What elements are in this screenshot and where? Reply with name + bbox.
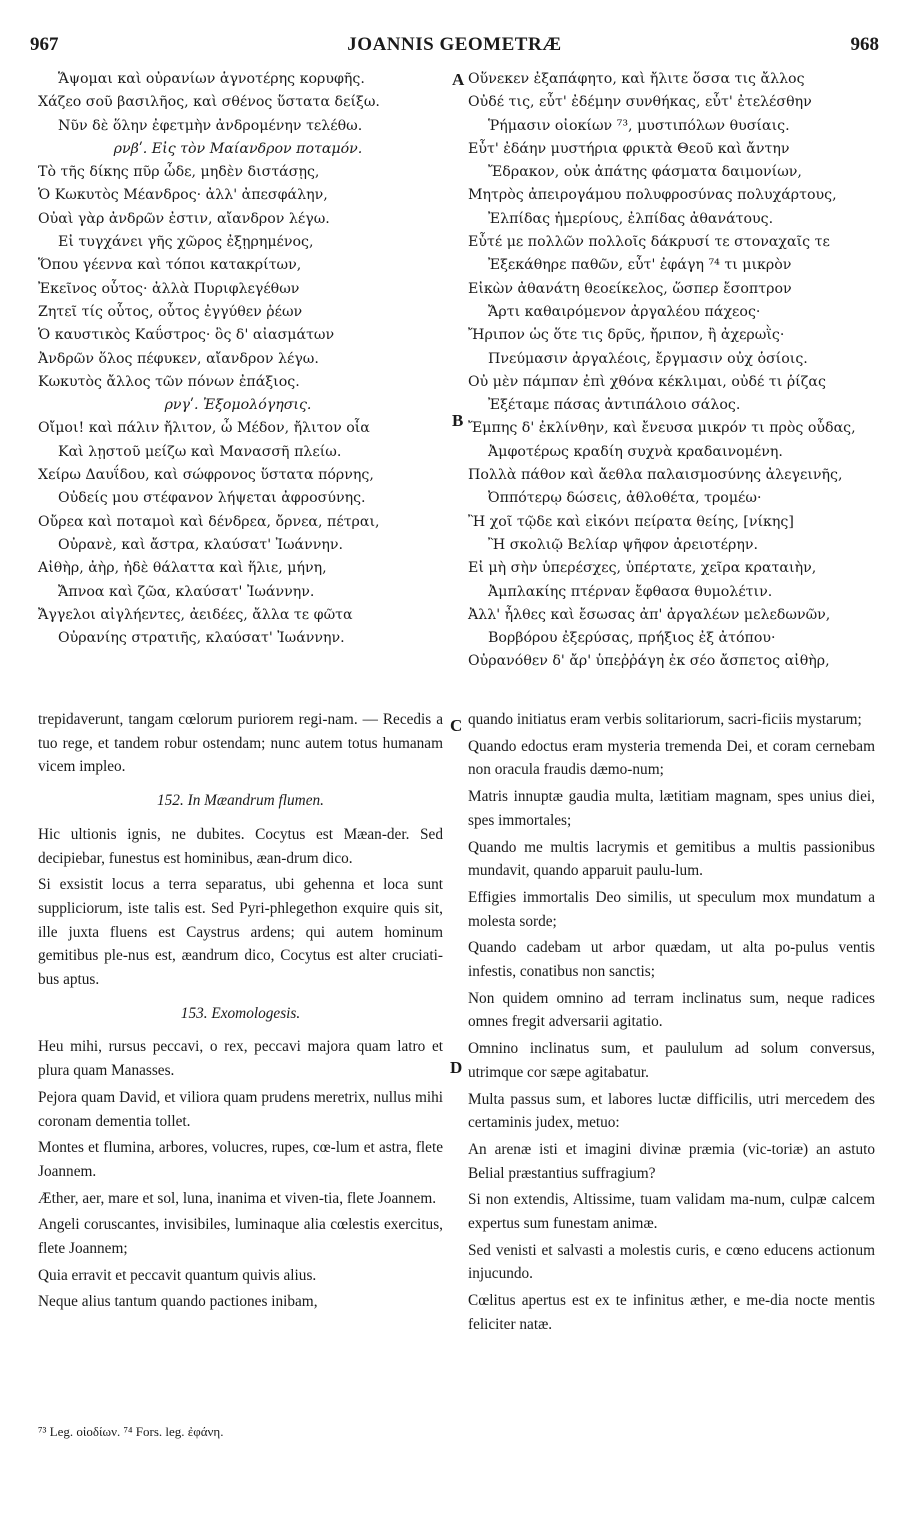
greek-verse-line: Ἐξεκάθηρε παθῶν, εὖτ' ἐφάγη ⁷⁴ τι μικρὸν: [488, 257, 792, 274]
latin-paragraph: Neque alius tantum quando pactiones inibam,: [38, 1293, 318, 1311]
greek-verse-line: Ὀππότερῳ δώσεις, ἀθλοθέτα, τρομέω·: [488, 490, 762, 507]
latin-paragraph: Hic ultionis ignis, ne dubites. Cocytus est Mæan-der. Sed decipiebar, funestus est hominibus, æan-drum dico.: [38, 825, 443, 867]
greek-verse-line: Οὐ μὲν πάμπαν ἐπὶ χθόνα κέκλιμαι, οὐδέ τι ῥίζας: [468, 373, 826, 390]
latin-paragraph: Sed venisti et salvasti a molestis curis, e cœno educens actionum injucundo.: [468, 1241, 875, 1283]
greek-verse-line: Νῦν δὲ ὅλην ἐφετμὴν ἀνδρομένην τελέθω.: [58, 117, 363, 134]
greek-verse-line: Εἰκὼν ἀθανάτη θεοείκελος, ὥσπερ ἔσοπτρον: [468, 280, 792, 297]
greek-heading: ρνγʹ. Ἐξομολόγησις.: [164, 397, 312, 414]
latin-paragraph: Si exsistit locus a terra separatus, ubi gehenna et loca sunt suppliciorum, iste talis est. Sed Pyri-phlegethon exquire quis sit, ille juxta fluens est Caystrus ardens; qui autem hominum gemitibus ple-nus est, æandrum dico, Cocytus est alter cruciati-bus aptus.: [38, 876, 443, 989]
greek-verse-line: Ἀμπλακίης πτέρναν ἔφθασα θυμολέτιν.: [488, 583, 773, 600]
latin-paragraph: Si non extendis, Altissime, tuam validam ma-num, culpæ calcem expertus sum funestam animæ.: [468, 1191, 875, 1233]
margin-letter-a: A: [452, 70, 465, 89]
greek-verse-line: Εἰ μὴ σὴν ὑπερέσχες, ὑπέρτατε, χεῖρα κραταιὴν,: [468, 560, 817, 577]
latin-paragraph: Quando edoctus eram mysteria tremenda Dei, et coram cernebam non oracula fraudis dæmo-num;: [468, 737, 875, 779]
greek-verse-line: Εἰ τυγχάνει γῆς χῶρος ἐξῃρημένος,: [58, 234, 314, 251]
greek-verse-line: Οὐδέ τις, εὖτ' ἐδέμην συνθήκας, εὖτ' ἐτελέσθην: [468, 94, 812, 111]
greek-verse-line: Οὔρεα καὶ ποταμοὶ καὶ δένδρεα, ὄρνεα, πέτραι,: [38, 513, 380, 530]
greek-verse-line: Ἐλπίδας ἠμερίους, ἐλπίδας ἀθανάτους.: [488, 210, 774, 227]
page-number-right: 968: [850, 34, 879, 55]
greek-verse-line: Ζητεῖ τίς οὗτος, οὗτος ἐγγύθεν ῥέων: [38, 303, 303, 320]
greek-column-left: [38, 68, 438, 650]
latin-paragraph: Matris innuptæ gaudia multa, lætitiam magnam, spes unius diei, spes immortales;: [468, 788, 875, 829]
greek-verse-line: Ἄρτι καθαιρόμενον ἀργαλέου πάχεος·: [488, 303, 761, 320]
latin-paragraph: Quando me multis lacrymis et gemitibus a multis passionibus mundavit, quando apparuit paulu-lum.: [468, 838, 875, 880]
greek-verse-line: Οὐαὶ γὰρ ἀνδρῶν ἐστιν, αἴανδρον λέγω.: [38, 210, 330, 227]
greek-verse-line: Ὁ Κωκυτὸς Μέανδρος· ἀλλ' ἀπεσφάλην,: [38, 187, 328, 204]
latin-paragraph: Non quidem omnino ad terram inclinatus sum, neque radices omnes fregit adversarii agitatio.: [468, 989, 875, 1031]
greek-verse-line: Πολλὰ πάθον καὶ ἄεθλα παλαισμοσύνης ἀλεγεινῆς,: [468, 467, 843, 484]
latin-paragraph: quando initiatus eram verbis solitariorum, sacri-ficiis mystarum;: [468, 711, 862, 728]
margin-letter-d: D: [450, 1058, 463, 1077]
greek-verse-line: Βορβόρου ἐξερύσας, πρήξιος ἐξ ἀτόπου·: [488, 630, 776, 647]
latin-paragraph: Omnino inclinatus sum, et paululum ad solum conversus, utrimque cor sæpe agitabatur.: [468, 1040, 875, 1081]
greek-verse-line: Καὶ λῃστοῦ μείζω καὶ Μανασσῆ πλείω.: [58, 443, 342, 460]
greek-verse-line: Χείρω Δαυΐδου, καὶ σώφρονος ὕστατα πόρνης,: [38, 467, 374, 484]
greek-heading: ρνβʹ. Εἰς τὸν Μαίανδρον ποταμόν.: [113, 140, 363, 157]
latin-column-left: [38, 708, 443, 1317]
greek-verse-line: Ἅψομαι καὶ οὐρανίων ἁγνοτέρης κορυφῆς.: [58, 71, 365, 87]
greek-column-right: [468, 68, 883, 674]
greek-verse-line: Ἐξέταμε πάσας ἀντιπάλοιο σάλος.: [488, 397, 741, 414]
greek-verse-line: Ἄγγελοι αἰγλήεντες, ἀειδέες, ἄλλα τε φῶτα: [38, 606, 353, 623]
greek-verse-line: Ἀνδρῶν ὅλος πέφυκεν, αἴανδρον λέγω.: [38, 350, 319, 367]
greek-verse-line: Ἀλλ' ἦλθες καὶ ἔσωσας ἀπ' ἀργαλέων μελεδωνῶν,: [468, 606, 831, 623]
running-title: JOANNIS GEOMETRÆ: [347, 34, 562, 55]
latin-paragraph: Pejora quam David, et viliora quam prudens meretrix, nullus mihi coronam dementia tollet.: [38, 1088, 443, 1130]
greek-verse-line: Εὖτ' ἐδάην μυστήρια φρικτὰ Θεοῦ καὶ ἄντην: [468, 140, 790, 157]
greek-verse-line: Ἄπνοα καὶ ζῶα, κλαύσατ' Ἰωάννην.: [58, 583, 315, 600]
greek-verse-line: Αἰθὴρ, ἀὴρ, ἠδὲ θάλαττα καὶ ἥλιε, μήνη,: [38, 560, 327, 577]
greek-verse-line: Τὸ τῆς δίκης πῦρ ὧδε, μηδὲν διστάσῃς,: [38, 164, 320, 181]
greek-verse-line: Ἔδρακον, οὐκ ἀπάτης φάσματα δαιμονίων,: [488, 164, 802, 181]
latin-paragraph: An arenæ isti et imagini divinæ præmia (vic-toriæ) an astuto Belial præstantius suffragium?: [468, 1140, 875, 1182]
page-header: [30, 34, 879, 56]
greek-verse-line: Οὐδείς μου στέφανον λήψεται ἀφροσύνης.: [58, 490, 366, 507]
greek-verse-line: Μητρὸς ἀπειρογάμου πολυφροσύνας πολυχάρτους,: [468, 187, 837, 204]
greek-verse-line: Ἀμφοτέρως κραδίη συχνὰ κραδαινομένη.: [488, 443, 783, 460]
greek-verse-line: Ἢ χοῖ τῷδε καὶ εἰκόνι πείρατα θείης, [νίκης]: [468, 513, 794, 530]
latin-paragraph: Heu mihi, rursus peccavi, o rex, peccavi majora quam latro et plura quam Manasses.: [38, 1038, 443, 1080]
greek-verse-line: Ὁ καυστικὸς Καΰστρος· ὃς δ' αἰασμάτων: [38, 327, 335, 344]
greek-verse-line: Ὅπου γέεννα καὶ τόποι κατακρίτων,: [38, 257, 302, 274]
section-heading: 152. In Mæandrum flumen.: [157, 792, 324, 810]
latin-paragraph: Angeli coruscantes, invisibiles, luminaque alia cœlestis exercitus, flete Joannem;: [38, 1216, 443, 1258]
footnotes: ⁷³ Leg. οἰοδίων. ⁷⁴ Fors. leg. ἐφάνη.: [38, 1424, 224, 1439]
page-number-left: 967: [30, 34, 59, 55]
greek-verse-line: Κωκυτὸς ἄλλος τῶν πόνων ἐπάξιος.: [38, 373, 300, 390]
greek-verse-line: Ῥήμασιν οἰοκίων ⁷³, μυστιπόλων θυσίαις.: [488, 117, 790, 134]
greek-verse-line: Χάζεο σοῦ βασιλῆος, καὶ σθένος ὕστατα δείξω.: [38, 94, 380, 111]
latin-paragraph: Effigies immortalis Deo similis, ut speculum mox mundatum a molesta sorde;: [468, 888, 875, 930]
greek-verse-line: Οὐρανόθεν δ' ἄρ' ὑπεῤῥάγη ἐκ σέο ἄσπετος αἰθὴρ,: [468, 653, 830, 670]
greek-verse-line: Οἴμοι! καὶ πάλιν ἤλιτον, ὦ Μέδον, ἤλιτον οἷα: [38, 420, 370, 437]
latin-paragraph: Cœlitus apertus est ex te infinitus æther, e me-dia nocte mentis feliciter natæ.: [468, 1292, 875, 1333]
latin-paragraph: Montes et flumina, arbores, volucres, rupes, cœ-lum et astra, flete Joannem.: [38, 1139, 443, 1180]
greek-verse-line: Εὖτέ με πολλῶν πολλοῖς δάκρυσί τε στοναχαῖς τε: [468, 234, 830, 251]
greek-verse-line: Οὐρανὲ, καὶ ἄστρα, κλαύσατ' Ἰωάννην.: [58, 536, 344, 553]
section-heading: 153. Exomologesis.: [180, 1004, 301, 1022]
greek-verse-line: Οὐρανίης στρατιῆς, κλαύσατ' Ἰωάννην.: [58, 630, 345, 647]
margin-letter-c: C: [450, 716, 463, 735]
greek-verse-line: Οὕνεκεν ἐξαπάφητο, καὶ ἤλιτε ὅσσα τις ἄλλος: [468, 71, 805, 87]
latin-paragraph: Æther, aer, mare et sol, luna, inanima et viven-tia, flete Joannem.: [38, 1189, 437, 1207]
latin-paragraph: Quia erravit et peccavit quantum quivis alius.: [38, 1266, 317, 1284]
latin-paragraph: trepidaverunt, tangam cœlorum puriorem regi-nam. — Recedis a tuo rege, et tandem robur ostendam; nunc autem totus humanam vicem impleo.: [38, 711, 443, 776]
latin-paragraph: Multa passus sum, et labores luctæ difficilis, utri mercedem des certaminis judex, metuo:: [468, 1090, 875, 1132]
greek-verse-line: Ἐκεῖνος οὗτος· ἀλλὰ Πυριφλεγέθων: [38, 280, 300, 297]
margin-letter-b: B: [452, 411, 464, 430]
greek-verse-line: Ἢ σκολιῷ Βελίαρ ψῆφον ἀρειοτέρην.: [488, 536, 758, 553]
greek-verse-line: Πνεύμασιν ἀργαλέοις, ἔργμασιν οὐχ ὁσίοις.: [488, 350, 808, 367]
greek-verse-line: Ἤριπον ὡς ὅτε τις δρῦς, ἤριπον, ἢ ἀχερωῒς·: [468, 327, 785, 344]
latin-paragraph: Quando cadebam ut arbor quædam, ut alta po-pulus ventis infestis, conatibus non sanctis;: [468, 939, 875, 981]
latin-column-right: [468, 708, 875, 1340]
greek-verse-line: Ἔμπης δ' ἐκλίνθην, καὶ ἔνευσα μικρόν τι πρὸς οὖδας,: [468, 420, 856, 437]
